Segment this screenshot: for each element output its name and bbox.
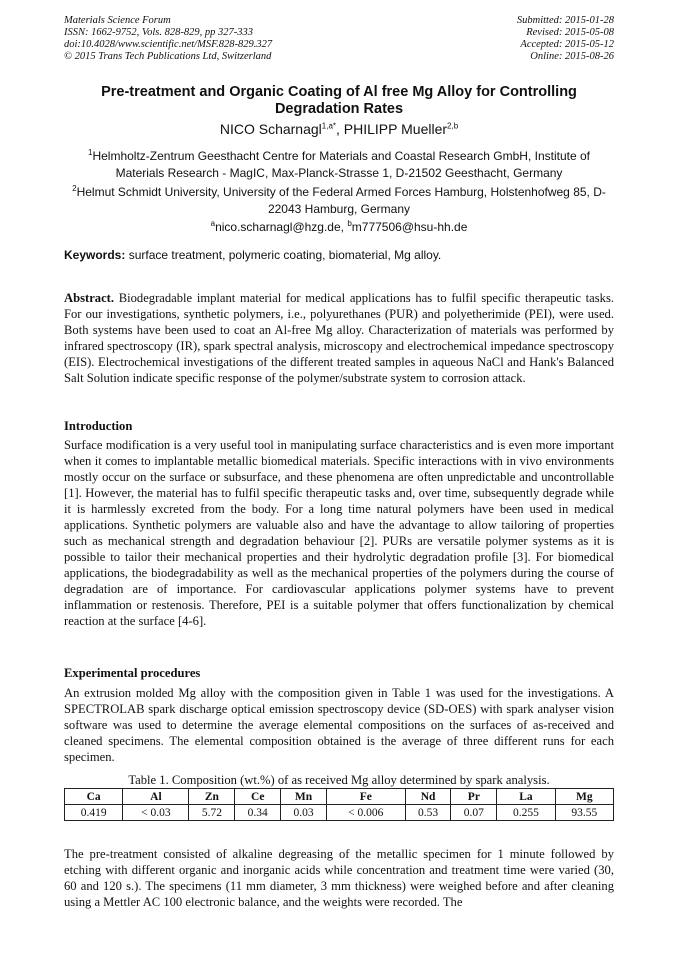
table-header-cell: Pr	[451, 789, 497, 805]
date-revised: Revised: 2015-05-08	[526, 27, 614, 38]
table-cell: < 0.03	[123, 805, 189, 821]
table-cell: < 0.006	[326, 805, 405, 821]
keywords-label: Keywords:	[64, 248, 126, 262]
table-caption: Table 1. Composition (wt.%) of as received Mg alloy determined by spark analysis.	[128, 773, 550, 787]
journal-issn: ISSN: 1662-9752, Vols. 828-829, pp 327-333	[64, 27, 253, 38]
table-cell: 0.419	[65, 805, 123, 821]
publication-dates	[517, 15, 614, 63]
affiliation-marker: 1	[88, 148, 93, 157]
affiliation	[64, 184, 614, 217]
paper-title: Pre-treatment and Organic Coating of Al free Mg Alloy for Controlling Degradation Rates	[101, 84, 577, 117]
journal-name: Materials Science Forum	[64, 15, 171, 26]
table-header-cell: Al	[123, 789, 189, 805]
table-row	[65, 805, 614, 821]
abstract	[64, 290, 614, 386]
abstract-label: Abstract.	[64, 291, 115, 305]
email-link[interactable]: m777506@hsu-hh.de	[351, 220, 468, 234]
table-cell: 0.255	[497, 805, 555, 821]
date-online: Online: 2015-08-26	[530, 51, 614, 62]
author-separator: ,	[336, 121, 344, 137]
date-accepted: Accepted: 2015-05-12	[520, 39, 614, 50]
author-name: PHILIPP Mueller	[343, 121, 448, 137]
introduction-paragraph: Surface modification is a very useful tool in manipulating surface characteristics and is even more important when it comes to implantable metallic biomedical materials. Specific interactions with in vivo environments mostly occur on the surface or subsurface, and these phenomena are often unpredictable and uncontrollable [1]. However, the material has to fulfil specific therapeutic tasks and, over time, subsequently degrade while it is harmlessly excreted from the body. For a long time natural polymers have been used in medical applications. Synthetic polymers are valuable also and have the advantage to allow tailoring of properties such as mechanical strength and degradation behaviour [2]. PURs are versatile polymer systems as it is possible to tailor their mechanical properties and their hydrolytic degradation profile [3]. For biomedical applications, the biodegradability as well as the mechanical properties of the polymers during the course of degradation are of importance. For cardiovascular applications polymer systems have to prevent inflammation or restenosis. Therefore, PEI is a suitable polymer that offers functionalization by chemical reaction at the surface [4-6].	[64, 438, 614, 628]
date-submitted: Submitted: 2015-01-28	[516, 15, 614, 26]
journal-copyright: © 2015 Trans Tech Publications Ltd, Switzerland	[64, 51, 272, 62]
table-header-cell: Fe	[326, 789, 405, 805]
author-line	[64, 121, 614, 137]
abstract-text: Biodegradable implant material for medical applications has to fulfil specific therapeutic tasks. For our investigations, synthetic polymers, i.e., polyurethanes (PUR) and polyetherimide (PEI), were used. Both systems have been used to coat an Al-free Mg alloy. Characterization of materials was performed by infrared spectroscopy (IR), spark spectral analysis, microscopy and electrochemical impedance spectroscopy (EIS). Electrochemical investigations of the different treated samples in aqueous NaCl and Hank's Balanced Salt Solution indicate specific response of the polymer/substrate system to corrosion attack.	[64, 291, 614, 385]
email-marker: a	[210, 219, 216, 228]
author-affiliation-marker: 1,a*	[321, 121, 337, 131]
keywords-text: surface treatment, polymeric coating, biomaterial, Mg alloy.	[125, 248, 442, 262]
table-header-cell: Nd	[405, 789, 451, 805]
table-cell: 93.55	[555, 805, 613, 821]
table-header-cell: Mg	[555, 789, 613, 805]
table-cell: 0.03	[281, 805, 327, 821]
table-header-cell: Zn	[189, 789, 235, 805]
email-link[interactable]: nico.scharnagl@hzg.de,	[215, 220, 348, 234]
keywords	[64, 248, 614, 262]
table-cell: 0.07	[451, 805, 497, 821]
section-heading-introduction: Introduction	[64, 419, 133, 433]
table-cell: 5.72	[189, 805, 235, 821]
journal-info	[64, 15, 272, 63]
experimental-paragraph: An extrusion molded Mg alloy with the composition given in Table 1 was used for the investigations. A SPECTROLAB spark discharge optical emission spectroscopy device (SD-OES) with spark analyser vision software was used to determine the average elemental compositions on the surfaces of as-received and cleaned specimens. The elemental composition obtained is the average of three different runs for each specimen.	[64, 686, 614, 764]
pretreatment-paragraph: The pre-treatment consisted of alkaline degreasing of the metallic specimen for 1 minute followed by etching with different organic and inorganic acids while concentration and treatment time were varied (30, 60 and 120 s.). The specimens (11 mm diameter, 3 mm thickness) were weighed before and after cleaning using a Mettler AC 100 electronic balance, and the weights were recorded. The	[64, 847, 614, 909]
journal-doi: doi:10.4028/www.scientific.net/MSF.828-829.327	[64, 39, 273, 50]
table-header-cell: La	[497, 789, 555, 805]
table-cell: 0.34	[235, 805, 281, 821]
table-header-cell: Ce	[235, 789, 281, 805]
author-name: NICO Scharnagl	[219, 121, 322, 137]
table-header-cell: Ca	[65, 789, 123, 805]
affiliation-text: Helmholtz-Zentrum Geesthacht Centre for Materials and Coastal Research GmbH, Institute of Materials Research - MagIC, Max-Planck-Strasse 1, D-21502 Geesthacht, Germany	[92, 149, 590, 180]
composition-table	[64, 788, 614, 821]
email-marker: b	[347, 219, 352, 228]
author-affiliation-marker: 2,b	[447, 121, 459, 131]
section-heading-experimental: Experimental procedures	[64, 666, 201, 680]
affiliation	[64, 148, 614, 181]
table-header-row	[65, 789, 614, 805]
table-header-cell: Mn	[281, 789, 327, 805]
author-emails	[64, 220, 614, 234]
affiliation-marker: 2	[72, 184, 77, 193]
table-cell: 0.53	[405, 805, 451, 821]
affiliation-text: Helmut Schmidt University, University of the Federal Armed Forces Hamburg, Holstenhofweg 85, D-22043 Hamburg, Germany	[76, 185, 606, 216]
